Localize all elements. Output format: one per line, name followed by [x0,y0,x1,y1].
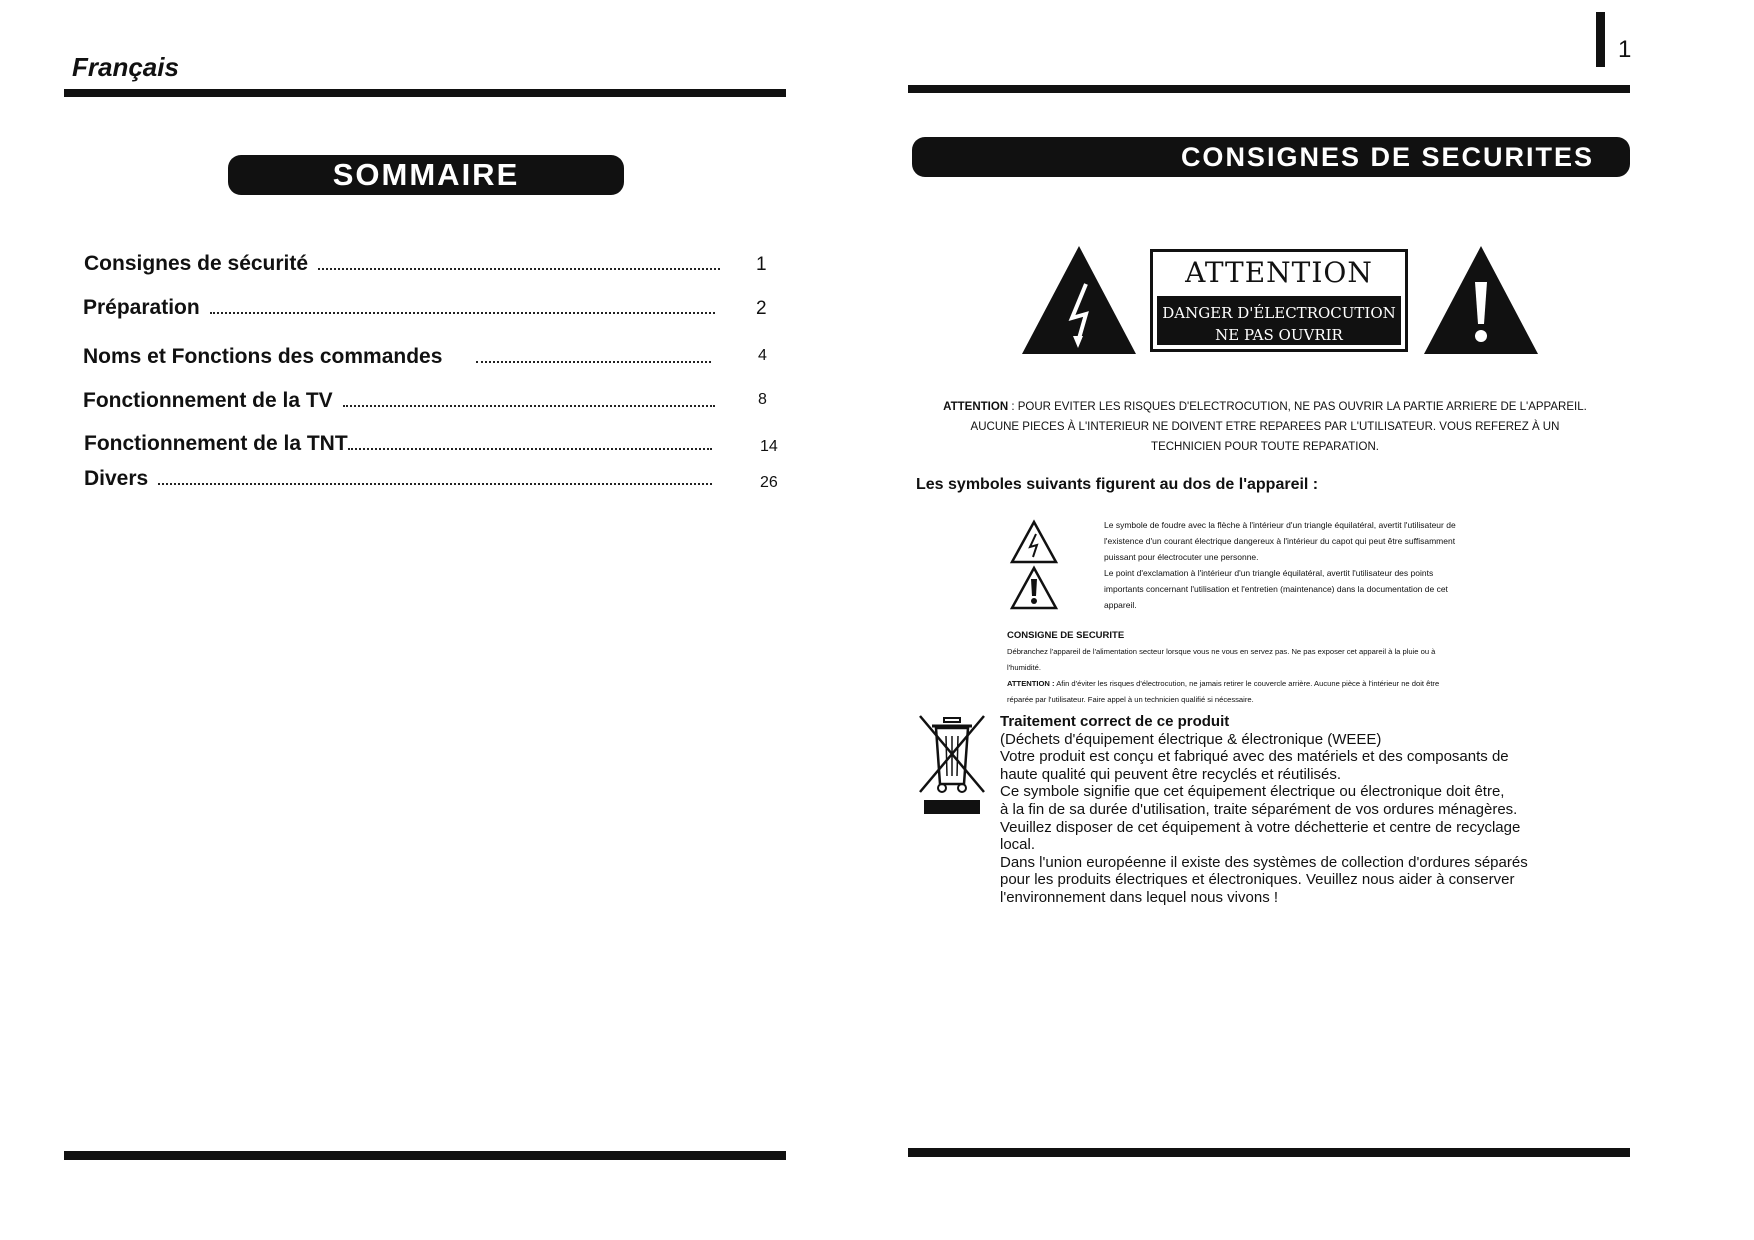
symbols-line: Le symbole de foudre avec la flèche à l'intérieur d'un triangle équilatéral, avertit l'utilisateur de [1104,520,1456,530]
attention-label-title: ATTENTION [1185,256,1373,289]
consigne-line: l'humidité. [1007,663,1041,672]
toc-entry-label: Préparation [83,296,200,319]
consigne-attention-lead: ATTENTION : [1007,679,1055,688]
symbols-heading: Les symboles suivants figurent au dos de l'appareil : [916,476,1319,493]
top-rule-right [908,85,1630,93]
toc-entry-label: Consignes de sécurité [84,252,309,275]
weee-line: haute qualité qui peuvent être recyclés et réutilisés. [1000,765,1342,783]
toc-leader-dots [210,312,715,314]
weee-line: pour les produits électriques et électroniques. Veuillez nous aider à conserver [1000,871,1515,889]
symbols-line: appareil. [1104,600,1137,610]
weee-text [1000,713,1610,907]
symbols-line: importants concernant l'utilisation et l'entretien (maintenance) dans la documentation de cet [1104,584,1448,594]
weee-line: Votre produit est conçu et fabriqué avec des matériels et des composants de [1000,748,1509,766]
attention-label [1150,249,1408,352]
attention-warning-text [920,397,1610,457]
weee-line: local. [1000,836,1036,854]
symbols-description [1104,517,1528,613]
weee-line: Ce symbole signifie que cet équipement électrique ou électronique doit être, [1000,783,1505,801]
toc-leader-dots [318,268,720,270]
attention-label-line1: DANGER D'ÉLECTROCUTION [1162,304,1396,322]
symbols-line: Le point d'exclamation à l'intérieur d'un triangle équilatéral, avertit l'utilisateur des points [1104,568,1434,578]
toc-entry-page: 4 [758,347,767,364]
consigne-line: Débranchez l'appareil de l'alimentation secteur lorsque vous ne vous en servez pas. Ne pas exposer cet appareil à la pluie ou à [1007,647,1436,656]
attention-label-line2: NE PAS OUVRIR [1215,326,1343,344]
weee-bin-icon [916,714,988,814]
toc-title: SOMMAIRE [228,155,624,195]
page-marker-bar [1596,12,1605,67]
exclamation-warning-icon [1422,244,1540,356]
consigne-line: Afin d'éviter les risques d'électrocution, ne jamais retirer le couvercle arrière. Aucune pièce à l'intérieur ne doit être [1054,679,1440,688]
toc-entry-label: Noms et Fonctions des commandes [83,345,443,368]
toc-entry-page: 14 [760,438,778,455]
toc-entry[interactable] [84,252,730,276]
attention-lead: ATTENTION [943,401,1009,413]
bottom-rule-right [908,1148,1630,1157]
symbols-line: puissant pour électrocuter une personne. [1104,552,1259,562]
page-number: 1 [1618,36,1632,63]
toc-entry-page: 8 [758,391,767,408]
exclamation-small-icon [1009,565,1059,611]
toc-entry[interactable] [83,389,725,413]
top-rule-left [64,89,786,97]
toc-leader-dots [476,361,711,363]
toc-entry[interactable] [83,345,721,369]
toc-entry-page: 26 [760,474,778,491]
warning-line1: : POUR EVITER LES RISQUES D'ELECTROCUTION, NE PAS OUVRIR LA PARTIE ARRIERE DE L'APPAREIL. [1008,401,1587,413]
toc-entry-page: 1 [756,254,767,275]
toc-entry[interactable] [84,432,722,456]
warning-line2: AUCUNE PIECES À L'INTERIEUR NE DOIVENT ETRE REPAREES PAR L'UTILISATEUR. VOUS REFEREZ À UN [970,421,1560,433]
warning-line3: TECHNICIEN POUR TOUTE REPARATION. [1151,441,1379,453]
toc-leader-dots [348,448,712,450]
weee-line: à la fin de sa durée d'utilisation, traite séparément de vos ordures ménagères. [1000,800,1518,818]
lightning-warning-icon [1020,244,1138,356]
toc-entry[interactable] [83,296,725,320]
weee-line: (Déchets d'équipement électrique & électronique (WEEE) [1000,730,1382,748]
consigne-block [1007,628,1533,708]
toc-entry-label: Divers [84,467,149,490]
weee-line: l'environnement dans lequel nous vivons ! [1000,888,1279,906]
lightning-small-icon [1009,519,1059,565]
toc-entry-label: Fonctionnement de la TV [83,389,333,412]
toc-entry[interactable] [84,467,722,491]
toc-entry-page: 2 [756,298,767,319]
section-title [912,137,1630,177]
toc-leader-dots [158,483,712,485]
consigne-heading: CONSIGNE DE SECURITE [1007,630,1125,641]
toc-entry-label: Fonctionnement de la TNT [84,432,348,455]
bottom-rule-left [64,1151,786,1160]
symbols-line: l'existence d'un courant électrique dangereux à l'intérieur du capot qui peut être suffisamment [1104,536,1456,546]
weee-line: Veuillez disposer de cet équipement à votre déchetterie et centre de recyclage [1000,818,1521,836]
language-label: Français [72,52,179,82]
toc-leader-dots [343,405,715,407]
weee-title: Traitement correct de ce produit [1000,713,1230,730]
weee-line: Dans l'union européenne il existe des systèmes de collection d'ordures séparés [1000,853,1528,871]
consigne-line: réparée par l'utilisateur. Faire appel à un technicien qualifié si nécessaire. [1007,695,1254,704]
attention-label-warning [1157,296,1401,345]
section-title-text: CONSIGNES DE SECURITES [1180,142,1594,172]
